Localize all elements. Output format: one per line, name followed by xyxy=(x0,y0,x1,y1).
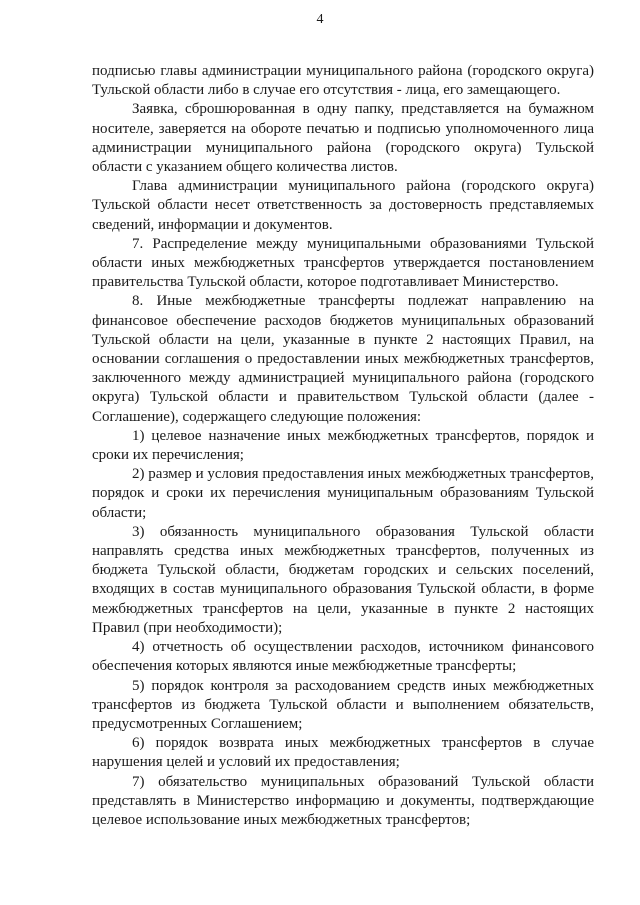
list-item-7: 7) обязательство муниципальных образований Тульской области представлять в Министерство информацию и документы, подтверждающие целевое использование иных межбюджетных трансфертов; xyxy=(92,773,594,828)
document-body xyxy=(92,62,594,830)
paragraph-responsibility: Глава администрации муниципального района (городского округа) Тульской области несет ответственность за достоверность представляемых сведений, информации и документов. xyxy=(92,178,594,233)
page-number: 4 xyxy=(316,12,324,27)
list-item-4: 4) отчетность об осуществлении расходов, источником финансового обеспечения которых являются иные межбюджетные трансферты; xyxy=(92,639,594,675)
list-item-3: 3) обязанность муниципального образования Тульской области направлять средства иных межбюджетных трансфертов, полученных из бюджета Тульской области, бюджетам городских и сельских поселений, входящих в состав муниципального образования Тульской области, в форме межбюджетных трансфертов на цели, указанные в пункте 2 настоящих Правил (при необходимости); xyxy=(92,523,594,636)
list-item-6: 6) порядок возврата иных межбюджетных трансфертов в случае нарушения целей и условий их предоставления; xyxy=(92,735,594,771)
list-item-5: 5) порядок контроля за расходованием средств иных межбюджетных трансфертов из бюджета Тульской области и выполнением обязательств, предусмотренных Соглашением; xyxy=(92,677,594,732)
paragraph-application: Заявка, сброшюрованная в одну папку, представляется на бумажном носителе, заверяется на обороте печатью и подписью уполномоченного лица администрации муниципального района (городского округа) Тульской области с указанием общего количества листов. xyxy=(92,101,594,176)
list-item-2: 2) размер и условия предоставления иных межбюджетных трансфертов, порядок и сроки их перечисления муниципальным образованиям Тульской области; xyxy=(92,466,594,521)
paragraph-item-7: 7. Распределение между муниципальными образованиями Тульской области иных межбюджетных трансфертов утверждается постановлением правительства Тульской области, которое подготавливает Министерство. xyxy=(92,235,594,291)
list-item-1: 1) целевое назначение иных межбюджетных трансфертов, порядок и сроки их перечисления; xyxy=(92,427,594,464)
paragraph-continuation: подписью главы администрации муниципального района (городского округа) Тульской области либо в случае его отсутствия - лица, его замещающего. xyxy=(92,63,594,99)
paragraph-item-8: 8. Иные межбюджетные трансферты подлежат направлению на финансовое обеспечение расходов бюджетов муниципальных образований Тульской области на цели, указанные в пункте 2 настоящих Правил, на основании соглашения о предоставлении иных межбюджетных трансфертов, заключенного между администрацией муниципального района (городского округа) Тульской области и правительством Тульской области (далее - Соглашение), содержащего следующие положения: xyxy=(92,293,594,425)
